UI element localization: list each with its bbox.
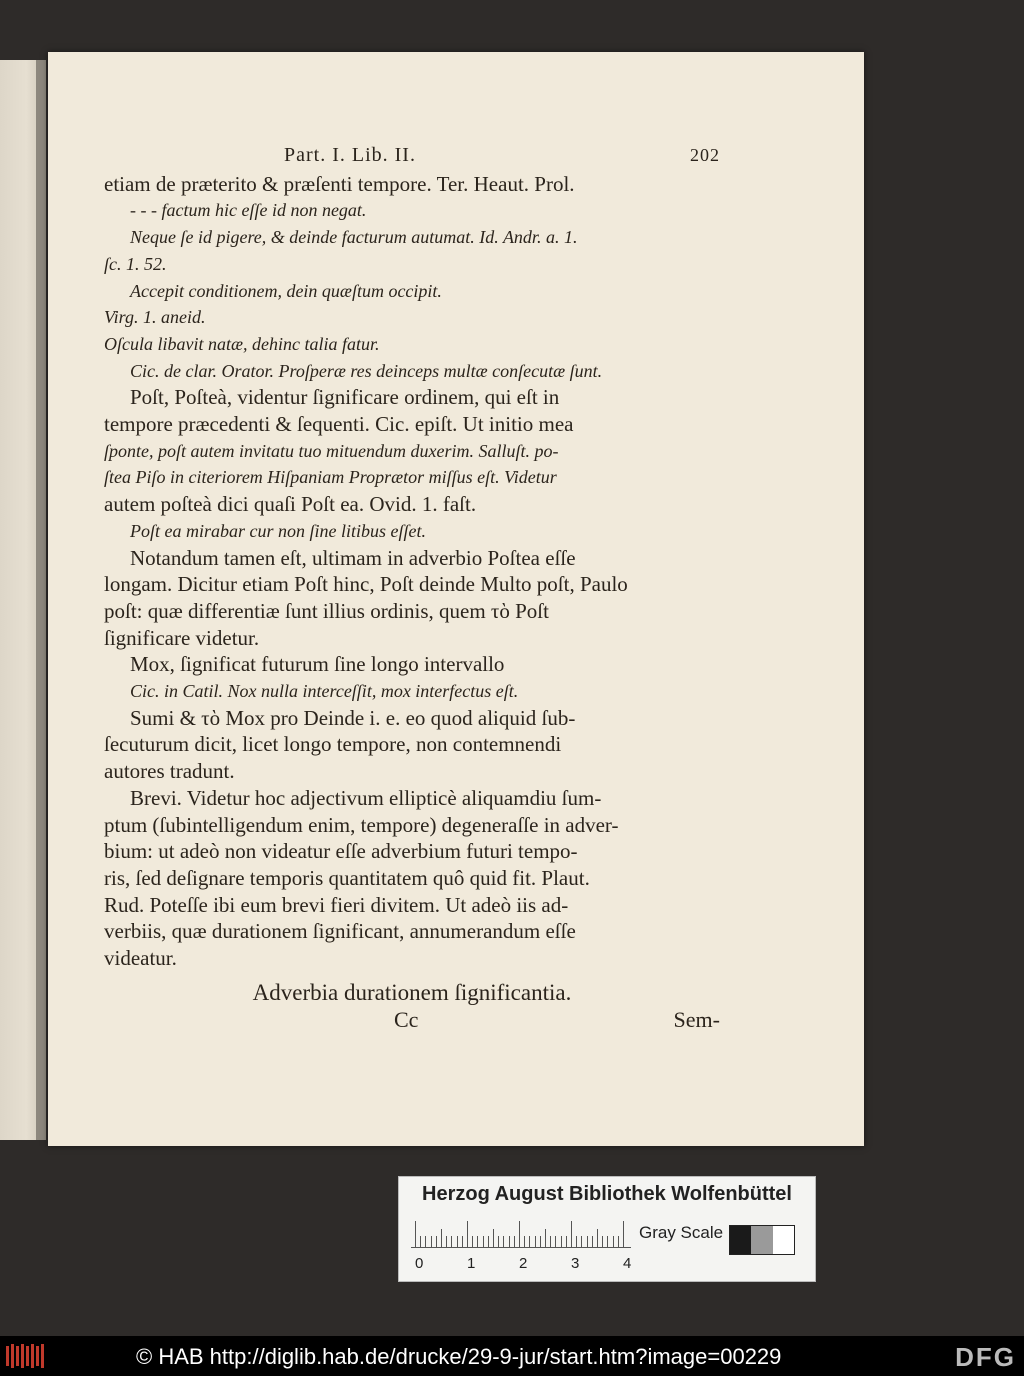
gray-swatch-dark: [730, 1226, 751, 1254]
ruler-tick: [457, 1236, 458, 1247]
ruler-tick: [535, 1236, 536, 1247]
ruler-tick: [602, 1236, 603, 1247]
ruler-tick: [592, 1236, 593, 1247]
ruler-tick: [623, 1221, 624, 1247]
ruler-tick: [597, 1229, 598, 1247]
text-line: Virg. 1. aneid.: [104, 307, 206, 328]
ruler-tick: [587, 1236, 588, 1247]
ruler-tick: [446, 1236, 447, 1247]
ruler-tick: [493, 1229, 494, 1247]
ruler-tick: [566, 1236, 567, 1247]
gray-swatch-light: [773, 1226, 794, 1254]
ruler-tick: [415, 1221, 416, 1247]
ruler-tick: [451, 1236, 452, 1247]
ruler-tick: [503, 1236, 504, 1247]
text-line: ſponte, poſt autem invitatu tuo mituendum duxerim. Salluſt. po-: [104, 440, 559, 461]
gray-swatch-mid: [751, 1226, 772, 1254]
text-line: Mox, ſignificat futurum ſine longo intervallo: [130, 652, 505, 677]
text-line: Rud. Poteſſe ibi eum brevi fieri divitem. Ut adeò iis ad-: [104, 892, 569, 917]
text-line: autores tradunt.: [104, 759, 235, 784]
signature-mark: Cc: [394, 1006, 419, 1032]
catchword: Sem-: [673, 1006, 720, 1032]
ruler-tick: [436, 1236, 437, 1247]
ruler-tick: [425, 1236, 426, 1247]
text-line: longam. Dicitur etiam Poſt hinc, Poſt deinde Multo poſt, Paulo: [104, 572, 628, 597]
ruler-number: 1: [467, 1255, 476, 1272]
ruler-tick: [550, 1236, 551, 1247]
text-line: autem poſteà dici quaſi Poſt ea. Ovid. 1. faſt.: [104, 492, 477, 517]
ruler-tick: [431, 1236, 432, 1247]
ruler-tick: [441, 1229, 442, 1247]
text-line: verbiis, quæ durationem ſignificant, annumerandum eſſe: [104, 919, 576, 944]
ruler-number: 3: [571, 1255, 580, 1272]
ruler-tick: [618, 1236, 619, 1247]
running-title: Part. I. Lib. II.: [284, 144, 416, 166]
ruler-tick: [519, 1221, 520, 1247]
text-line: Notandum tamen eſt, ultimam in adverbio Poſtea eſſe: [130, 545, 576, 570]
page-foot: [104, 1007, 720, 1034]
text-line: Brevi. Videtur hoc adjectivum ellipticè aliquamdiu ſum-: [130, 785, 602, 810]
text-line: ris, ſed deſignare temporis quantitatem quô quid fit. Plaut.: [104, 865, 590, 890]
ruler: [411, 1219, 631, 1248]
text-line: poſt: quæ differentiæ ſunt illius ordinis, quem τὸ Poſt: [104, 598, 549, 623]
ruler-tick: [509, 1236, 510, 1247]
text-line: videatur.: [104, 946, 177, 971]
ruler-tick: [571, 1221, 572, 1247]
text-line: ſecuturum dicit, licet longo tempore, non contemnendi: [104, 732, 562, 757]
book-page: [48, 52, 864, 1146]
gray-scale-label: Gray Scale: [639, 1223, 724, 1242]
text-line: Poſt ea mirabar cur non ſine litibus eſſet.: [130, 520, 426, 541]
ruler-tick: [545, 1229, 546, 1247]
running-header: [104, 142, 720, 169]
text-line: ſignificare videtur.: [104, 625, 260, 650]
ruler-tick: [524, 1236, 525, 1247]
ruler-tick: [462, 1236, 463, 1247]
ruler-tick: [472, 1236, 473, 1247]
ruler-tick: [555, 1236, 556, 1247]
text-line: etiam de præterito & præſenti tempore. Ter. Heaut. Prol.: [104, 171, 575, 196]
footer-bar: [0, 1336, 1024, 1376]
text-line: ptum (ſubintelligendum enim, tempore) degeneraſſe in adver-: [104, 812, 619, 837]
text-line: Cic. in Catil. Nox nulla interceſſit, mox interfectus eſt.: [130, 681, 519, 702]
text-line: Cic. de clar. Orator. Proſperæ res deinceps multæ conſecutæ ſunt.: [130, 360, 603, 381]
card-title: Herzog August Bibliothek Wolfenbüttel: [422, 1183, 792, 1205]
text-line: Sumi & τὸ Mox pro Deinde i. e. eo quod aliquid ſub-: [130, 705, 576, 730]
text-line: tempore præcedenti & ſequenti. Cic. epiſt. Ut initio mea: [104, 412, 574, 437]
text-line: ſc. 1. 52.: [104, 253, 167, 274]
ruler-tick: [477, 1236, 478, 1247]
book-gutter: [36, 60, 46, 1140]
ruler-tick: [514, 1236, 515, 1247]
ruler-tick: [540, 1236, 541, 1247]
ruler-tick: [529, 1236, 530, 1247]
ruler-number: 0: [415, 1255, 424, 1272]
body-lines: [104, 171, 720, 972]
page-number: 202: [690, 145, 720, 165]
dfg-logo: DFG: [955, 1342, 1016, 1372]
text-line: ſtea Piſo in citeriorem Hiſpaniam Proprætor miſſus eſt. Videtur: [104, 467, 557, 488]
ruler-tick: [607, 1236, 608, 1247]
text-line: Neque ſe id pigere, & deinde facturum autumat. Id. Andr. a. 1.: [130, 227, 578, 248]
text-line: - - - factum hic eſſe id non negat.: [130, 200, 367, 221]
text-line: Oſcula libavit natæ, dehinc talia fatur.: [104, 333, 380, 354]
copyright-url: © HAB http://diglib.hab.de/drucke/29-9-jur/start.htm?image=00229: [136, 1344, 782, 1369]
ruler-tick: [498, 1236, 499, 1247]
text-line: Poſt, Poſteà, videntur ſignificare ordinem, qui eſt in: [130, 385, 560, 410]
ruler-tick: [576, 1236, 577, 1247]
ruler-number: 4: [623, 1255, 632, 1272]
scale-card: [398, 1176, 816, 1282]
ruler-tick: [420, 1236, 421, 1247]
ruler-number: 2: [519, 1255, 528, 1272]
text-line: bium: ut adeò non videatur eſſe adverbium futuri tempo-: [104, 839, 578, 864]
ruler-tick: [561, 1236, 562, 1247]
ruler-tick: [613, 1236, 614, 1247]
ruler-tick: [488, 1236, 489, 1247]
text-line: Accepit conditionem, dein quæſtum occipit.: [130, 280, 442, 301]
gray-scale-swatches: [729, 1225, 795, 1255]
hab-logo-icon: [6, 1342, 48, 1370]
section-heading: Adverbia durationem ſignificantia.: [252, 979, 572, 1005]
ruler-tick: [483, 1236, 484, 1247]
ruler-tick: [581, 1236, 582, 1247]
ruler-tick: [467, 1221, 468, 1247]
page-text: [104, 142, 720, 1033]
